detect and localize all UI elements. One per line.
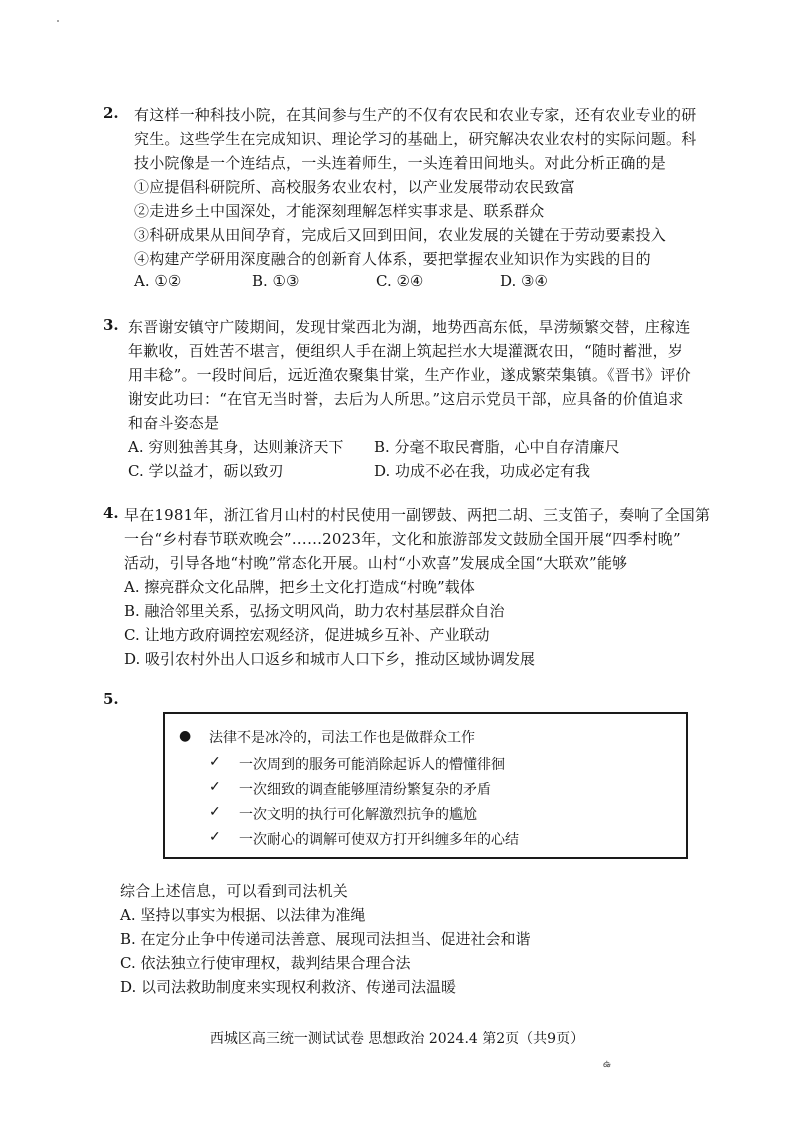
option-d: D. 以司法救助制度来实现权利救济、传递司法温暖 bbox=[120, 978, 457, 996]
question-stem-line: 一台“乡村春节联欢晚会”……2023年，文化和旅游部发文鼓励全国开展“四季村晚” bbox=[124, 530, 681, 548]
question-stem-line: 年歉收，百姓苦不堪言，便组织人手在湖上筑起拦水大堤灌溉农田，“随时蓄泄，岁 bbox=[128, 342, 684, 360]
option-a: A. 坚持以事实为根据、以法律为准绳 bbox=[120, 906, 366, 924]
question-stem-line: 综合上述信息，可以看到司法机关 bbox=[120, 882, 349, 900]
material-item: 一次文明的执行可化解激烈抗争的尴尬 bbox=[239, 807, 477, 823]
statement-2: ②走进乡土中国深处，才能深刻理解怎样实事求是、联系群众 bbox=[134, 202, 545, 220]
option-b: B. 分毫不取民膏脂，心中自存清廉尺 bbox=[374, 438, 620, 456]
check-icon: ✓ bbox=[209, 779, 221, 795]
material-item: 一次耐心的调解可使双方打开纠缠多年的心结 bbox=[239, 832, 519, 848]
statement-1: ①应提倡科研院所、高校服务农业农村，以产业发展带动农民致富 bbox=[134, 178, 575, 196]
page-footer: 西城区高三统一测试试卷 思想政治 2024.4 第2页（共9页） bbox=[209, 1031, 585, 1047]
material-item: 一次周到的服务可能消除起诉人的懵懂徘徊 bbox=[239, 757, 505, 773]
option-d: D. 功成不必在我，功成必定有我 bbox=[374, 462, 591, 480]
material-item: 一次细致的调查能够厘清纷繁复杂的矛盾 bbox=[239, 782, 491, 798]
question-number: 4. bbox=[103, 504, 119, 522]
statement-3: ③科研成果从田间孕育，完成后又回到田间，农业发展的关键在于劳动要素投入 bbox=[134, 226, 667, 244]
option-a: A. 擦亮群众文化品牌，把乡土文化打造成“村晚”载体 bbox=[124, 578, 475, 596]
check-icon: ✓ bbox=[209, 804, 221, 820]
question-number: 2. bbox=[103, 104, 119, 122]
question-stem-line: 谢安此功曰：“在官无当时誉，去后为人所思。”这启示党员干部，应具备的价值追求 bbox=[128, 390, 684, 408]
material-box bbox=[163, 712, 688, 859]
option-a: A. ①② bbox=[134, 272, 182, 290]
question-stem-line: 活动，引导各地“村晚”常态化开展。山村“小欢喜”发展成全国“大联欢”能够 bbox=[124, 554, 628, 572]
question-stem-line: 东晋谢安镇守广陵期间，发现甘棠西北为湖，地势西高东低，旱涝频繁交替，庄稼连 bbox=[128, 318, 691, 336]
option-d: D. 吸引农村外出人口返乡和城市人口下乡，推动区域协调发展 bbox=[124, 650, 536, 668]
option-b: B. ①③ bbox=[252, 272, 300, 290]
question-stem-line: 技小院像是一个连结点，一头连着师生，一头连着田间地头。对此分析正确的是 bbox=[134, 154, 667, 172]
corner-mark: ఉ bbox=[603, 1059, 611, 1070]
option-c: C. 学以益才，砺以致刃 bbox=[128, 462, 284, 480]
option-c: C. ②④ bbox=[376, 272, 424, 290]
question-stem-line: 用丰稔”。一段时间后，远近渔农聚集甘棠，生产作业，遂成繁荣集镇。《晋书》评价 bbox=[128, 366, 691, 384]
question-stem-line: 有这样一种科技小院，在其间参与生产的不仅有农民和农业专家，还有农业专业的研 bbox=[134, 106, 697, 124]
option-b: B. 融洽邻里关系，弘扬文明风尚，助力农村基层群众自治 bbox=[124, 602, 505, 620]
material-heading: 法律不是冰冷的，司法工作也是做群众工作 bbox=[209, 730, 475, 746]
question-number: 3. bbox=[103, 316, 119, 334]
check-icon: ✓ bbox=[209, 829, 221, 845]
question-stem-line: 和奋斗姿态是 bbox=[128, 414, 220, 432]
option-d: D. ③④ bbox=[500, 272, 548, 290]
question-number: 5. bbox=[103, 690, 119, 708]
option-a: A. 穷则独善其身，达则兼济天下 bbox=[128, 438, 344, 456]
option-b: B. 在定分止争中传递司法善意、展现司法担当、促进社会和谐 bbox=[120, 930, 531, 948]
check-icon: ✓ bbox=[209, 754, 221, 770]
statement-4: ④构建产学研用深度融合的创新育人体系，要把掌握农业知识作为实践的目的 bbox=[134, 250, 651, 268]
scan-speck bbox=[57, 20, 59, 22]
question-stem-line: 早在1981年，浙江省月山村的村民使用一副锣鼓、两把二胡、三支笛子，奏响了全国第 bbox=[124, 506, 711, 524]
question-stem-line: 究生。这些学生在完成知识、理论学习的基础上，研究解决农业农村的实际问题。科 bbox=[134, 130, 697, 148]
option-c: C. 让地方政府调控宏观经济，促进城乡互补、产业联动 bbox=[124, 626, 490, 644]
bullet-icon: ● bbox=[179, 728, 192, 744]
option-c: C. 依法独立行使审理权，裁判结果合理合法 bbox=[120, 954, 411, 972]
